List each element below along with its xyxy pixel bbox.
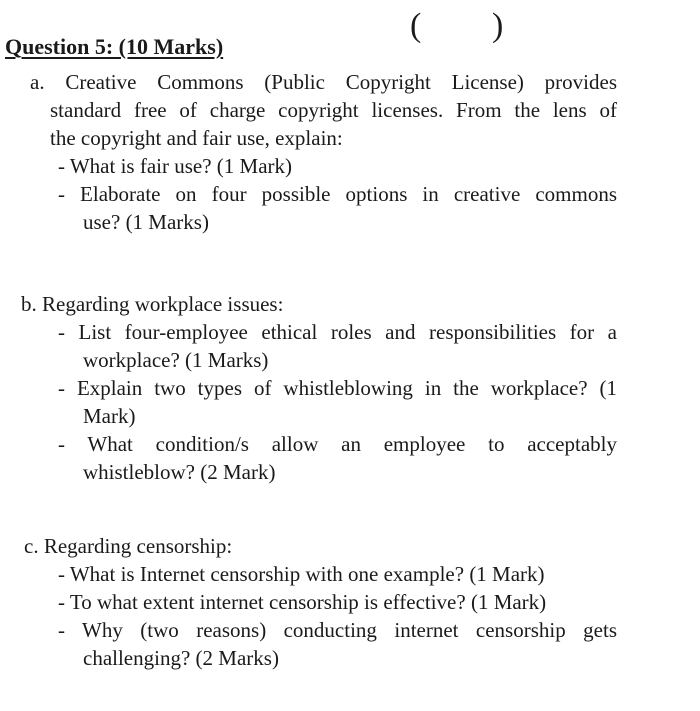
dash-list-item: - Explain two types of whistleblowing in the workplace? (1 — [58, 376, 617, 400]
question-heading — [5, 34, 617, 60]
part-a — [0, 68, 700, 236]
cropped-open-paren-fragment: ( — [410, 7, 422, 44]
part-c — [0, 532, 700, 672]
exam-question-page — [0, 7, 700, 711]
dash-list-item-continuation: whistleblow? (2 Mark) — [83, 460, 276, 484]
dash-list-item-continuation: challenging? (2 Marks) — [83, 646, 279, 670]
dash-list-item: - What is Internet censorship with one example? (1 Mark) — [58, 562, 545, 586]
dash-list-item-continuation: Mark) — [83, 404, 136, 428]
dash-list-item: - What is fair use? (1 Mark) — [58, 154, 293, 178]
dash-list-item-continuation: use? (1 Marks) — [83, 210, 209, 234]
text-line: b. Regarding workplace issues: — [21, 292, 284, 316]
text-line: standard free of charge copyright licenses. From the lens of — [50, 98, 617, 122]
dash-list-item: - What condition/s allow an employee to acceptably — [58, 432, 617, 456]
dash-list-item: - To what extent internet censorship is effective? (1 Mark) — [58, 590, 547, 614]
text-line: c. Regarding censorship: — [24, 534, 233, 558]
dash-list-item: - Why (two reasons) conducting internet censorship gets — [58, 618, 617, 642]
dash-list-item: - List four-employee ethical roles and responsibilities for a — [58, 320, 617, 344]
dash-list-item-continuation: workplace? (1 Marks) — [83, 348, 269, 372]
text-line: a. Creative Commons (Public Copyright License) provides — [30, 70, 617, 94]
text-line: the copyright and fair use, explain: — [50, 126, 343, 150]
dash-list-item: - Elaborate on four possible options in creative commons — [58, 182, 617, 206]
part-b — [0, 290, 700, 486]
cropped-close-paren-fragment: ) — [492, 7, 504, 44]
question-heading-text: Question 5: (10 Marks) — [5, 34, 224, 59]
